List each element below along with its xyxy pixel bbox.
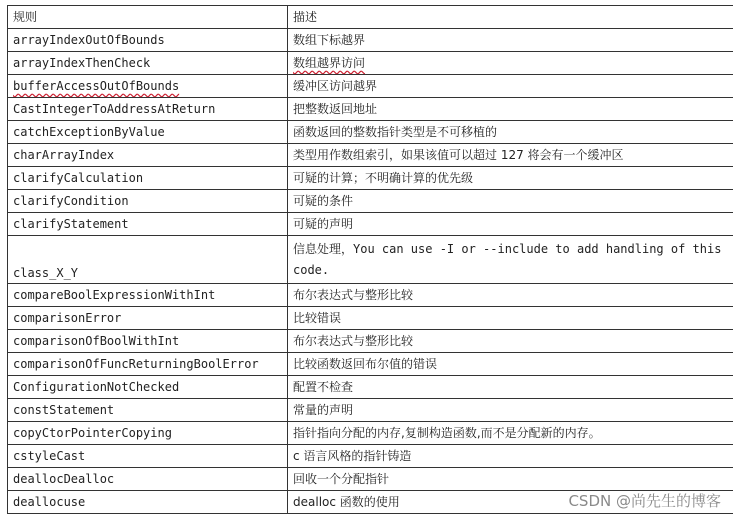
table-row — [8, 29, 733, 52]
header-rule: 规则 — [8, 6, 288, 29]
desc-cell: 比较错误 — [288, 307, 733, 330]
desc-cell: 数组下标越界 — [288, 29, 733, 52]
rule-text: bufferAccessOutOfBounds — [13, 79, 180, 93]
desc-cell: 类型用作数组索引，如果该值可以超过 127 将会有一个缓冲区 — [288, 144, 733, 167]
desc-cell: dealloc 函数的使用 — [288, 491, 733, 514]
table-row — [8, 376, 733, 399]
table-row — [8, 75, 733, 98]
rules-table-container — [7, 5, 733, 514]
rule-cell: class_X_Y — [8, 236, 288, 284]
table-row — [8, 213, 733, 236]
desc-cell: 常量的声明 — [288, 399, 733, 422]
rule-cell: clarifyCalculation — [8, 167, 288, 190]
desc-cell: 比较函数返回布尔值的错误 — [288, 353, 733, 376]
rule-cell: charArrayIndex — [8, 144, 288, 167]
desc-cell: 配置不检查 — [288, 376, 733, 399]
rule-cell: comparisonOfBoolWithInt — [8, 330, 288, 353]
table-row — [8, 330, 733, 353]
table-row — [8, 353, 733, 376]
table-row — [8, 468, 733, 491]
table-row — [8, 190, 733, 213]
rules-table — [7, 5, 733, 514]
desc-cell: 可疑的计算；不明确计算的优先级 — [288, 167, 733, 190]
desc-cell — [288, 52, 733, 75]
desc-cell: 布尔表达式与整形比较 — [288, 330, 733, 353]
rule-cell — [8, 75, 288, 98]
table-row — [8, 445, 733, 468]
table-row — [8, 98, 733, 121]
table-header-row — [8, 6, 733, 29]
rule-cell: CastIntegerToAddressAtReturn — [8, 98, 288, 121]
rule-cell: ConfigurationNotChecked — [8, 376, 288, 399]
csdn-watermark: CSDN @尚先生的博客 — [568, 492, 721, 510]
desc-text: 数组越界访问 — [293, 56, 366, 70]
table-row — [8, 307, 733, 330]
rule-cell: catchExceptionByValue — [8, 121, 288, 144]
table-row — [8, 399, 733, 422]
desc-cell: 信息处理，You can use -I or --include to add handling of this code. — [288, 236, 733, 284]
table-row — [8, 284, 733, 307]
rule-cell: constStatement — [8, 399, 288, 422]
rule-cell: deallocDealloc — [8, 468, 288, 491]
rule-cell: deallocuse — [8, 491, 288, 514]
table-row — [8, 167, 733, 190]
rule-cell: comparisonOfFuncReturningBoolError — [8, 353, 288, 376]
desc-cell: 指针指向分配的内存,复制构造函数,而不是分配新的内存。 — [288, 422, 733, 445]
desc-cell: 可疑的声明 — [288, 213, 733, 236]
table-row — [8, 144, 733, 167]
rule-cell: clarifyCondition — [8, 190, 288, 213]
desc-cell: 把整数返回地址 — [288, 98, 733, 121]
table-row — [8, 422, 733, 445]
table-row — [8, 121, 733, 144]
desc-cell: 布尔表达式与整形比较 — [288, 284, 733, 307]
desc-cell: 函数返回的整数指针类型是不可移植的 — [288, 121, 733, 144]
rule-cell: arrayIndexThenCheck — [8, 52, 288, 75]
desc-cell: 可疑的条件 — [288, 190, 733, 213]
table-row — [8, 236, 733, 284]
table-row — [8, 52, 733, 75]
desc-cell: 缓冲区访问越界 — [288, 75, 733, 98]
rule-cell: arrayIndexOutOfBounds — [8, 29, 288, 52]
rule-cell: comparisonError — [8, 307, 288, 330]
rule-cell: copyCtorPointerCopying — [8, 422, 288, 445]
rule-cell: compareBoolExpressionWithInt — [8, 284, 288, 307]
rule-cell: clarifyStatement — [8, 213, 288, 236]
desc-cell: 回收一个分配指针 — [288, 468, 733, 491]
desc-cell: c 语言风格的指针铸造 — [288, 445, 733, 468]
header-desc: 描述 — [288, 6, 733, 29]
rule-cell: cstyleCast — [8, 445, 288, 468]
